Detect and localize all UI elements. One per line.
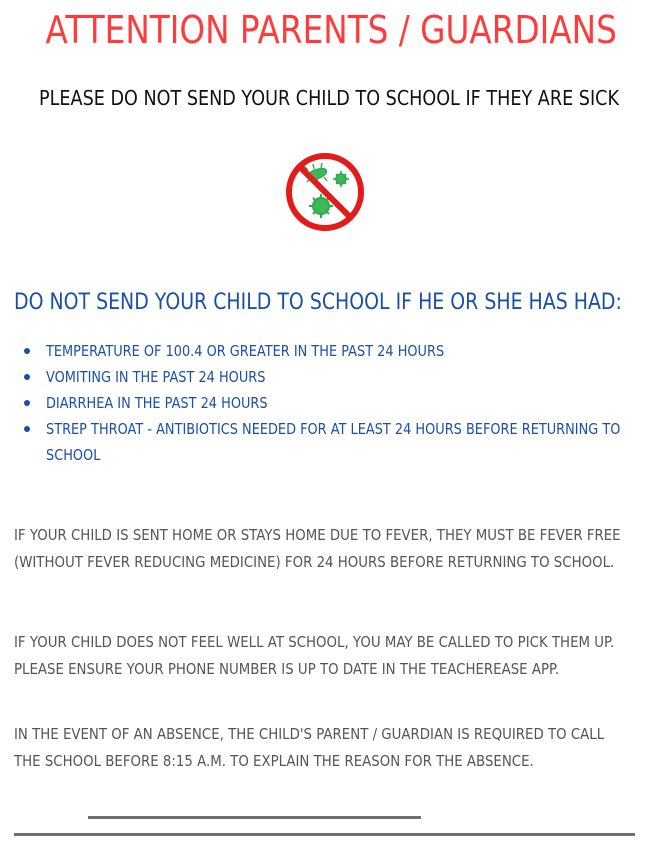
signature-line bbox=[88, 816, 421, 819]
list-item: TEMPERATURE OF 100.4 OR GREATER IN THE PAST 24 HOURS bbox=[22, 338, 642, 364]
footer-divider bbox=[14, 833, 635, 836]
list-item: STREP THROAT - ANTIBIOTICS NEEDED FOR AT LEAST 24 HOURS BEFORE RETURNING TO SCHOOL bbox=[22, 416, 642, 468]
page-title: ATTENTION PARENTS / GUARDIANS bbox=[45, 8, 617, 52]
fever-paragraph: IF YOUR CHILD IS SENT HOME OR STAYS HOME DUE TO FEVER, THEY MUST BE FEVER FREE (WITHOUT FEVER REDUCING MEDICINE) FOR 24 HOURS BEFORE RETURNING TO SCHOOL. bbox=[14, 526, 621, 571]
absence-paragraph: IN THE EVENT OF AN ABSENCE, THE CHILD'S PARENT / GUARDIAN IS REQUIRED TO CALL THE SCHOOL BEFORE 8:15 A.M. TO EXPLAIN THE REASON FOR THE ABSENCE. bbox=[14, 725, 605, 770]
symptom-list bbox=[22, 338, 642, 468]
no-germs-icon bbox=[284, 151, 366, 233]
bullet-icon bbox=[24, 348, 30, 354]
page-subtitle: PLEASE DO NOT SEND YOUR CHILD TO SCHOOL IF THEY ARE SICK bbox=[39, 86, 619, 110]
germ-small-icon bbox=[333, 171, 349, 187]
list-item: VOMITING IN THE PAST 24 HOURS bbox=[22, 364, 642, 390]
bullet-icon bbox=[24, 374, 30, 380]
list-item: DIARRHEA IN THE PAST 24 HOURS bbox=[22, 390, 642, 416]
bullet-icon bbox=[24, 426, 30, 432]
pickup-paragraph: IF YOUR CHILD DOES NOT FEEL WELL AT SCHOOL, YOU MAY BE CALLED TO PICK THEM UP. PLEASE ENSURE YOUR PHONE NUMBER IS UP TO DATE IN THE TEACHEREASE APP. bbox=[14, 633, 615, 678]
section-heading: DO NOT SEND YOUR CHILD TO SCHOOL IF HE OR SHE HAS HAD: bbox=[14, 290, 622, 315]
bullet-icon bbox=[24, 400, 30, 406]
